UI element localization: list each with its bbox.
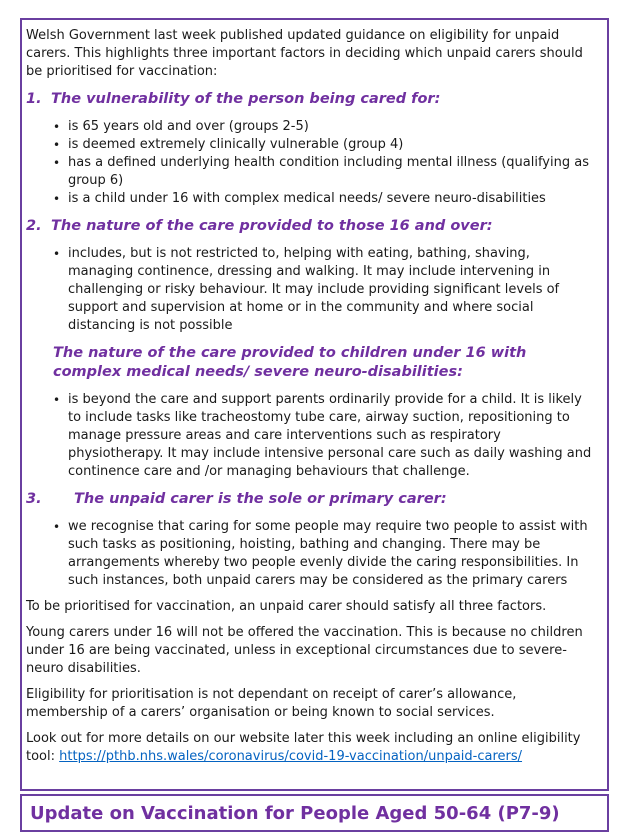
section-2-heading [26, 217, 598, 236]
children-under-16-bullet-list [26, 391, 598, 481]
bullet-item: • includes, but is not restricted to, helping with eating, bathing, shaving, managing continence, dressing and walking. It may include intervening in challenging or risky behaviour. It may include providing significant levels of support and supervision at home or in the community and where social distancing is not possible [68, 245, 598, 335]
lookout-text: Look out for more details on our website later this week including an online eligibility tool: [26, 731, 581, 764]
lookout-paragraph [26, 730, 598, 766]
bullet-item: • is beyond the care and support parents ordinarily provide for a child. It is likely to include tasks like tracheostomy tube care, airway suction, repositioning to manage pressure areas and care interventions such as respiratory physiotherapy. It may include intensive personal care such as daily washing and continence care and /or managing behaviours that challenge. [68, 391, 598, 481]
section-2-number: 2. [26, 218, 42, 234]
intro-paragraph: Welsh Government last week published updated guidance on eligibility for unpaid carers. This highlights three important factors in deciding which unpaid carers should be prioritised for vaccination: [26, 28, 583, 79]
section-1-bullet-list [26, 118, 598, 208]
section-1-number: 1. [26, 91, 42, 107]
eligibility-paragraph: Eligibility for prioritisation is not dependant on receipt of carer’s allowance, membership of a carers’ organisation or being known to social services. [26, 687, 517, 720]
bullet-item: • is deemed extremely clinically vulnerable (group 4) [68, 136, 598, 154]
unpaid-carers-guidance-box [20, 18, 609, 791]
section-3-bullet-list [26, 518, 598, 590]
young-carers-paragraph: Young carers under 16 will not be offered the vaccination. This is because no children under 16 are being vaccinated, unless in exceptional circumstances due to severe-neuro disabilities. [26, 625, 583, 676]
section-3-number: 3. [26, 491, 42, 507]
children-under-16-subheading: The nature of the care provided to children under 16 with complex medical needs/ severe neuro-disabilities: [53, 345, 527, 380]
unpaid-carers-hyperlink[interactable]: https://pthb.nhs.wales/coronavirus/covid-19-vaccination/unpaid-carers/ [59, 749, 523, 764]
bullet-item: • is a child under 16 with complex medical needs/ severe neuro-disabilities [68, 190, 598, 208]
section-3-heading [26, 490, 598, 509]
three-factors-paragraph: To be prioritised for vaccination, an unpaid carer should satisfy all three factors. [26, 599, 547, 614]
section-1-title: The vulnerability of the person being cared for: [51, 91, 441, 107]
update-50-64-box [20, 794, 609, 832]
bullet-item: • has a defined underlying health condition including mental illness (qualifying as group 6) [68, 154, 598, 190]
section-1-heading [26, 90, 598, 109]
bullet-item: • we recognise that caring for some people may require two people to assist with such tasks as positioning, hoisting, bathing and changing. There may be arrangements whereby two people evenly divide the caring responsibilities. In such instances, both unpaid carers may be considered as the primary carers [68, 518, 598, 590]
section-2-title: The nature of the care provided to those 16 and over: [51, 218, 493, 234]
bullet-item: • is 65 years old and over (groups 2-5) [68, 118, 598, 136]
update-50-64-heading: Update on Vaccination for People Aged 50-64 (P7-9) [30, 803, 560, 824]
section-2-bullet-list [26, 245, 598, 335]
section-3-title: The unpaid carer is the sole or primary carer: [74, 491, 447, 507]
